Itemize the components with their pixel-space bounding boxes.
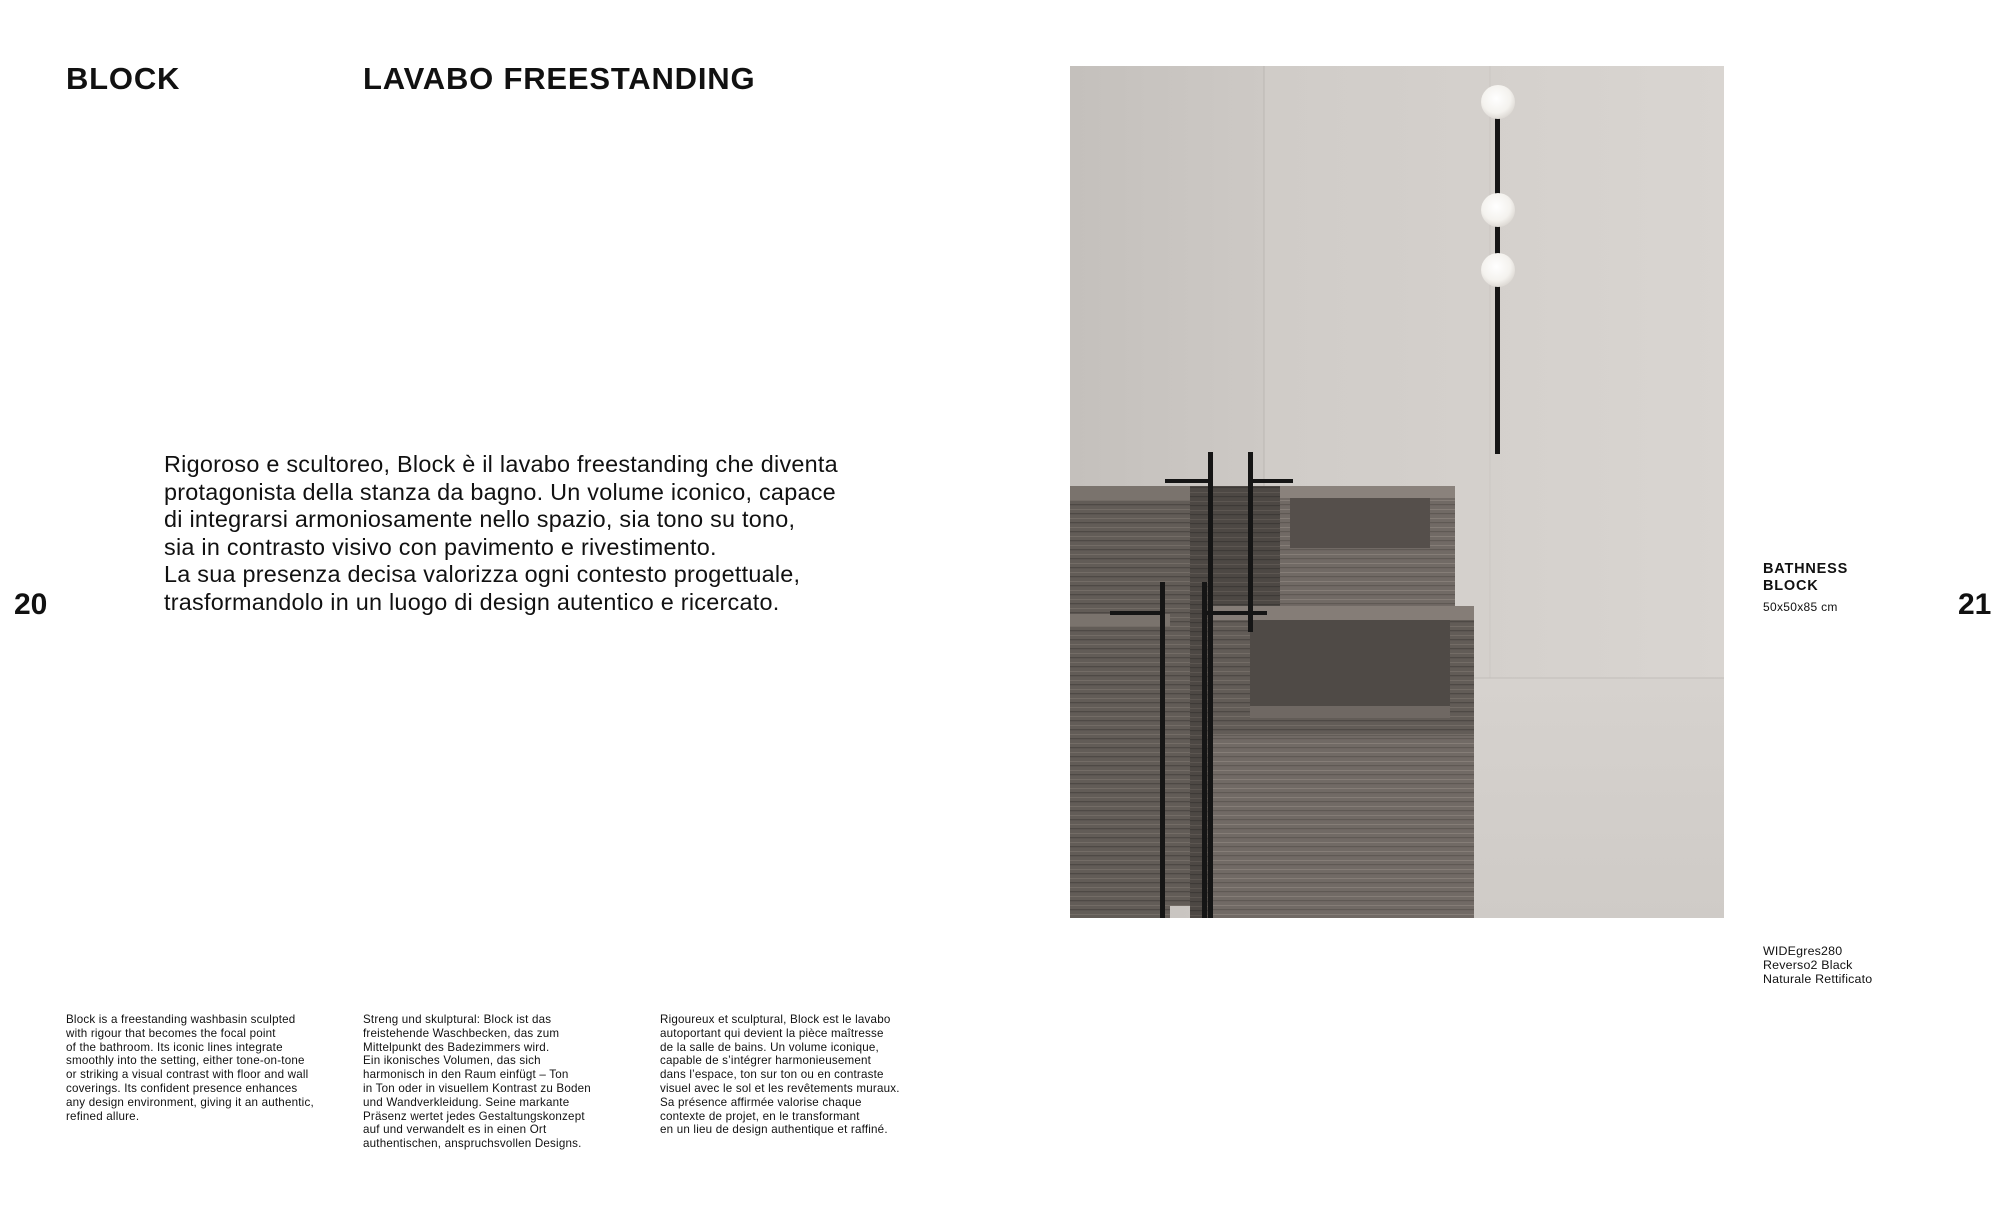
product-photo xyxy=(1070,66,1724,918)
page-number-left: 20 xyxy=(14,588,48,621)
intro-text: Rigoroso e scultoreo, Block è il lavabo freestanding che diventa protagonista della stanza da bagno. Un volume iconico, capace di integrarsi armoniosamente nello spazio, sia tono su tono, sia in contrasto visivo con pavimento e rivestimento. La sua presenza decisa valorizza ogni contesto progettuale, trasformandolo in un luogo di design autentico e ricercato. xyxy=(164,451,838,615)
product-name xyxy=(1763,561,1848,595)
text-french: Rigoureux et sculptural, Block est le lavabo autoportant qui devient la pièce maîtresse de la salle de bains. Un volume iconique, capable de s’intégrer harmonieusement dans l’espace, ton sur ton ou en contraste visuel avec le sol et les revêtements muraux. Sa présence affirmée valorise chaque contexte de projet, en le transformant en un lieu de design authentique et raffiné. xyxy=(660,1013,900,1137)
product-size: 50x50x85 cm xyxy=(1763,600,1838,614)
page-number-right: 21 xyxy=(1958,588,1992,621)
section-title: LAVABO FREESTANDING xyxy=(363,61,756,96)
collection-caption: WIDEgres280 Reverso2 Black Naturale Rettificato xyxy=(1763,944,1873,986)
text-english: Block is a freestanding washbasin sculpted with rigour that becomes the focal point of the bathroom. Its iconic lines integrate smoothly into the setting, either tone-on-tone or striking a visual contrast with floor and wall coverings. Its confident presence enhances any design environment, giving it an authentic, refined allure. xyxy=(66,1013,314,1123)
brand-title: BLOCK xyxy=(66,61,181,96)
product-name-line1: BATHNESS xyxy=(1763,561,1849,577)
text-german: Streng und skulptural: Block ist das freistehende Waschbecken, das zum Mittelpunkt des Badezimmers wird. Ein ikonisches Volumen, das sich harmonisch in den Raum einfügt – Ton in Ton oder in visuellem Kontrast zu Boden und Wandverkleidung. Seine markante Präsenz wertet jedes Gestaltungskonzept auf und verwandelt es in einen Ort authentischen, anspruchsvollen Designs. xyxy=(363,1013,591,1151)
product-name-line2: BLOCK xyxy=(1763,578,1819,594)
